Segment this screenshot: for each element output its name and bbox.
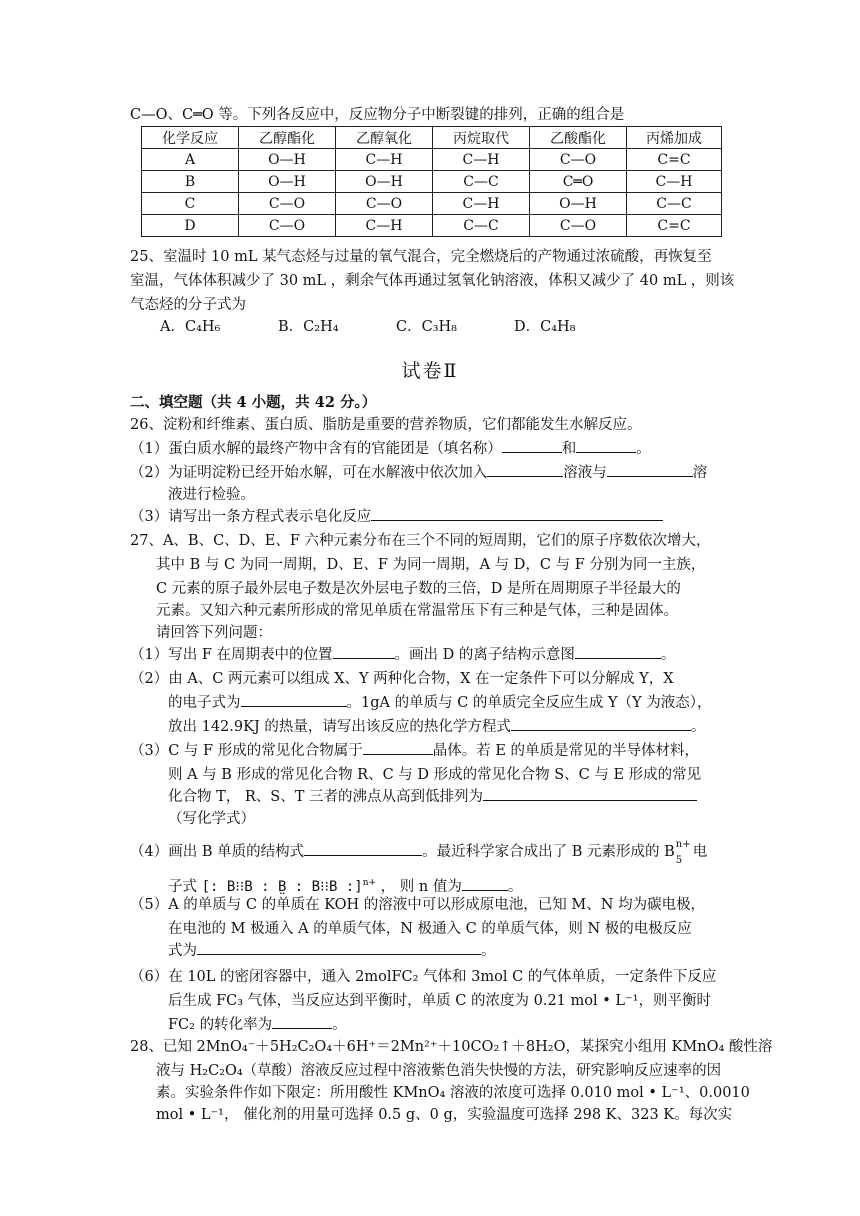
q27-part-5-line-2: 在电池的 M 极通入 A 的单质气体，N 极通入 C 的单质气体，则 N 极的电极反应 (168, 921, 692, 937)
q27-stem-line: 元素。又知六种元素所形成的常见单质在常温常压下有三种是气体，三种是固体。 (156, 603, 678, 619)
table-row (142, 215, 722, 237)
q26-p1-text: （1）蛋白质水解的最终产物中含有的官能团是（填名称） (130, 441, 502, 457)
answer-blank[interactable] (483, 786, 697, 801)
q25-option-c: C．C₃H₈ (396, 319, 457, 335)
q27-part-4-line-1 (130, 839, 708, 866)
table-cell: B (142, 171, 239, 193)
table-row (142, 193, 722, 215)
q26-p3-text: （3）请写出一条方程式表示皂化反应 (130, 509, 372, 525)
q27-part-6-line-2: 后生成 FC₃ 气体，当反应达到平衡时，单质 C 的浓度为 0.21 mol • L⁻¹，则平衡时 (168, 993, 711, 1009)
q26-p2-mid: 溶液与 (563, 465, 607, 481)
q24-tail-text: C—O、C═O 等。下列各反应中，反应物分子中断裂键的排列，正确的组合是 (130, 107, 625, 123)
q27-stem-line: 其中 B 与 C 为同一周期，D、E、F 为同一周期，A 与 D，C 与 F 分别为同一主族， (156, 557, 706, 573)
q27-stem-line: C 元素的原子最外层电子数是次外层电子数的三倍，D 是所在周期原子半径最大的 (156, 581, 681, 597)
electron-dot-formula: [: B⁝⁝B : B̤ : B⁝⁝B :] (201, 878, 363, 895)
answer-blank[interactable] (607, 462, 693, 477)
table-cell: C—O (530, 149, 627, 171)
q26-part-2-cont: 液进行检验。 (168, 487, 255, 503)
table-cell: C—H (433, 193, 530, 215)
q27-part-5-line-1: （5）A 的单质与 C 的单质在 KOH 的溶液中可以形成原电池，已知 M、N 均为碳电极， (130, 897, 706, 913)
table-header-cell: 丙烷取代 (433, 127, 530, 149)
q27-part-2-line-3 (168, 716, 705, 738)
q27-part-2-line-1: （2）由 A、C 两元素可以组成 X、Y 两种化合物，X 在一定条件下可以分解成 Y，X (130, 671, 674, 687)
table-cell: D (142, 215, 239, 237)
table-cell: O—H (239, 171, 336, 193)
ion-count-sub: 5 (675, 855, 683, 866)
answer-blank[interactable] (575, 644, 661, 659)
table-cell: C—O (336, 193, 433, 215)
table-cell: C=C (627, 215, 722, 237)
q28-line: 液与 H₂C₂O₄（草酸）溶液反应过程中溶液紫色消失快慢的方法，研究影响反应速率的因 (156, 1063, 722, 1079)
q26-part-1 (130, 438, 651, 460)
table-cell: C—C (627, 193, 722, 215)
q26-stem: 26、淀粉和纤维素、蛋白质、脂肪是重要的营养物质，它们都能发生水解反应。 (130, 417, 642, 433)
ion-charge-sup: n+ (675, 839, 691, 850)
answer-blank[interactable] (304, 841, 422, 856)
q28-line: 28、已知 2MnO₄⁻＋5H₂C₂O₄＋6H⁺＝2Mn²⁺＋10CO₂↑＋8H₂O，某探究小组用 KMnO₄ 酸性溶 (130, 1039, 773, 1055)
table-cell: C—C (433, 171, 530, 193)
answer-blank[interactable] (241, 692, 347, 707)
answer-blank[interactable] (462, 876, 508, 891)
answer-blank[interactable] (197, 940, 481, 955)
q28-line: 素。实验条件作如下限定：所用酸性 KMnO₄ 溶液的浓度可选择 0.010 mol • L⁻¹、0.0010 (156, 1085, 750, 1101)
q26-p1-and: 和 (561, 441, 577, 457)
part-heading: 二、填空题（共 4 小题，共 42 分。） (130, 394, 377, 411)
bond-cleavage-table (141, 126, 722, 237)
q25-option-d: D．C₄H₈ (514, 319, 576, 335)
q27-p5-end: 。 (481, 943, 496, 959)
q26-p2-text: （2）为证明淀粉已经开始水解，可在水解液中依次加入 (130, 465, 488, 481)
q27-p2-text: 的电子式为 (168, 695, 241, 711)
q27-p1-mid: 。画出 D 的离子结构示意图 (394, 647, 575, 663)
q27-part-6-line-3 (168, 1014, 347, 1036)
table-cell: C—H (433, 149, 530, 171)
answer-blank[interactable] (487, 462, 563, 477)
q27-p3-text: （3）C 与 F 形成的常见化合物属于 (130, 743, 363, 759)
q27-p1-text: （1）写出 F 在周期表中的位置 (130, 647, 333, 663)
q27-stem-line: 请回答下列问题： (156, 625, 272, 641)
table-row (142, 171, 722, 193)
table-cell: O—H (530, 193, 627, 215)
answer-blank[interactable] (272, 1014, 332, 1029)
table-cell: C—O (239, 215, 336, 237)
answer-blank[interactable] (363, 740, 433, 755)
q27-p5-prompt: 式为 (168, 943, 197, 959)
q27-part-3-line-3 (168, 786, 697, 808)
answer-blank[interactable] (576, 438, 636, 453)
table-header-cell: 乙醇氧化 (336, 127, 433, 149)
q25-option-b: B．C₂H₄ (278, 319, 339, 335)
table-cell: C—C (433, 215, 530, 237)
table-cell: C—O (530, 215, 627, 237)
q27-p4-text: （4）画出 B 单质的结构式 (130, 844, 305, 860)
q27-p2-equation-prompt: 放出 142.9KJ 的热量，请写出该反应的热化学方程式 (168, 719, 511, 735)
q25-options (160, 316, 632, 338)
table-header-cell: 化学反应 (142, 127, 239, 149)
q25-line-1: 25、室温时 10 mL 某气态烃与过量的氧气混合，完全燃烧后的产物通过浓硫酸，再恢复至 (130, 249, 712, 265)
q27-part-2-line-2 (168, 692, 712, 714)
q27-part-6-line-1: （6）在 10L 的密闭容器中，通入 2molFC₂ 气体和 3mol C 的气体单质，一定条件下反应 (130, 969, 717, 985)
q26-part-3 (130, 506, 663, 528)
table-cell: O—H (239, 149, 336, 171)
table-cell: C=C (627, 149, 722, 171)
q27-p2-end: 。 (690, 719, 706, 735)
q27-part-5-line-3 (168, 940, 496, 962)
b5-ion-scripts (675, 839, 693, 866)
table-cell: C—O (239, 193, 336, 215)
answer-blank[interactable] (511, 716, 691, 731)
answer-blank[interactable] (371, 506, 663, 521)
table-header-cell: 乙酸酯化 (530, 127, 627, 149)
table-cell: O—H (336, 171, 433, 193)
section-title: 试卷Ⅱ (401, 360, 459, 382)
q27-p4-formula-prompt: 子式 (168, 878, 197, 895)
q27-part-1 (130, 644, 675, 666)
q27-part-3-line-2: 则 A 与 B 形成的常见化合物 R、C 与 D 形成的常见化合物 S、C 与 E 形成的常见 (168, 767, 702, 783)
q27-p4-n-prompt: ， 则 n 值为 (380, 878, 462, 895)
q27-stem-line: 27、A、B、C、D、E、F 六种元素分布在三个不同的短周期，它们的原子序数依次增大， (130, 533, 711, 549)
table-cell: C—H (336, 215, 433, 237)
q25-line-3: 气态烃的分子式为 (130, 297, 246, 313)
q25-option-a: A．C₄H₆ (160, 319, 221, 335)
q27-part-3-line-1 (130, 740, 699, 762)
table-cell: C—H (627, 171, 722, 193)
q25-line-2: 室温，气体体积减少了 30 mL ，剩余气体再通过氢氧化钠溶液，体积又减少了 40 mL ，则该 (130, 273, 735, 289)
q28-line: mol • L⁻¹， 催化剂的用量可选择 0.5 g、0 g，实验温度可选择 298 K、323 K。每次实 (156, 1107, 733, 1123)
q27-p4-n-end: 。 (507, 878, 523, 895)
formula-charge-sup: n+ (362, 878, 377, 888)
table-cell: C—H (336, 149, 433, 171)
q27-p4-end: 电 (692, 844, 708, 860)
q27-p6-end: 。 (332, 1017, 347, 1033)
table-header-cell: 乙醇酯化 (239, 127, 336, 149)
table-header-row (142, 127, 722, 149)
table-cell: A (142, 149, 239, 171)
table-cell: C (142, 193, 239, 215)
table-row (142, 149, 722, 171)
table-cell: C═O (530, 171, 627, 193)
answer-blank[interactable] (502, 438, 562, 453)
q27-p4-text-cont: 。最近科学家合成出了 B 元素形成的 B (422, 844, 675, 860)
q27-part-3-line-4: （写化学式） (168, 811, 255, 827)
q27-p3-prompt: 化合物 T， R、S、T 三者的沸点从高到低排列为 (168, 789, 484, 805)
q26-p2-end: 溶 (692, 465, 708, 481)
q27-p1-end: 。 (660, 647, 676, 663)
q27-p3-text-cont: 晶体。若 E 的单质是常见的半导体材料， (432, 743, 700, 759)
q26-p1-end: 。 (636, 441, 651, 457)
answer-blank[interactable] (333, 644, 395, 659)
q27-p6-prompt: FC₂ 的转化率为 (168, 1017, 273, 1033)
q27-p2-text-cont: 。1gA 的单质与 C 的单质完全反应生成 Y（Y 为液态）， (346, 695, 712, 711)
table-header-cell: 丙烯加成 (627, 127, 722, 149)
q26-part-2 (130, 462, 707, 484)
